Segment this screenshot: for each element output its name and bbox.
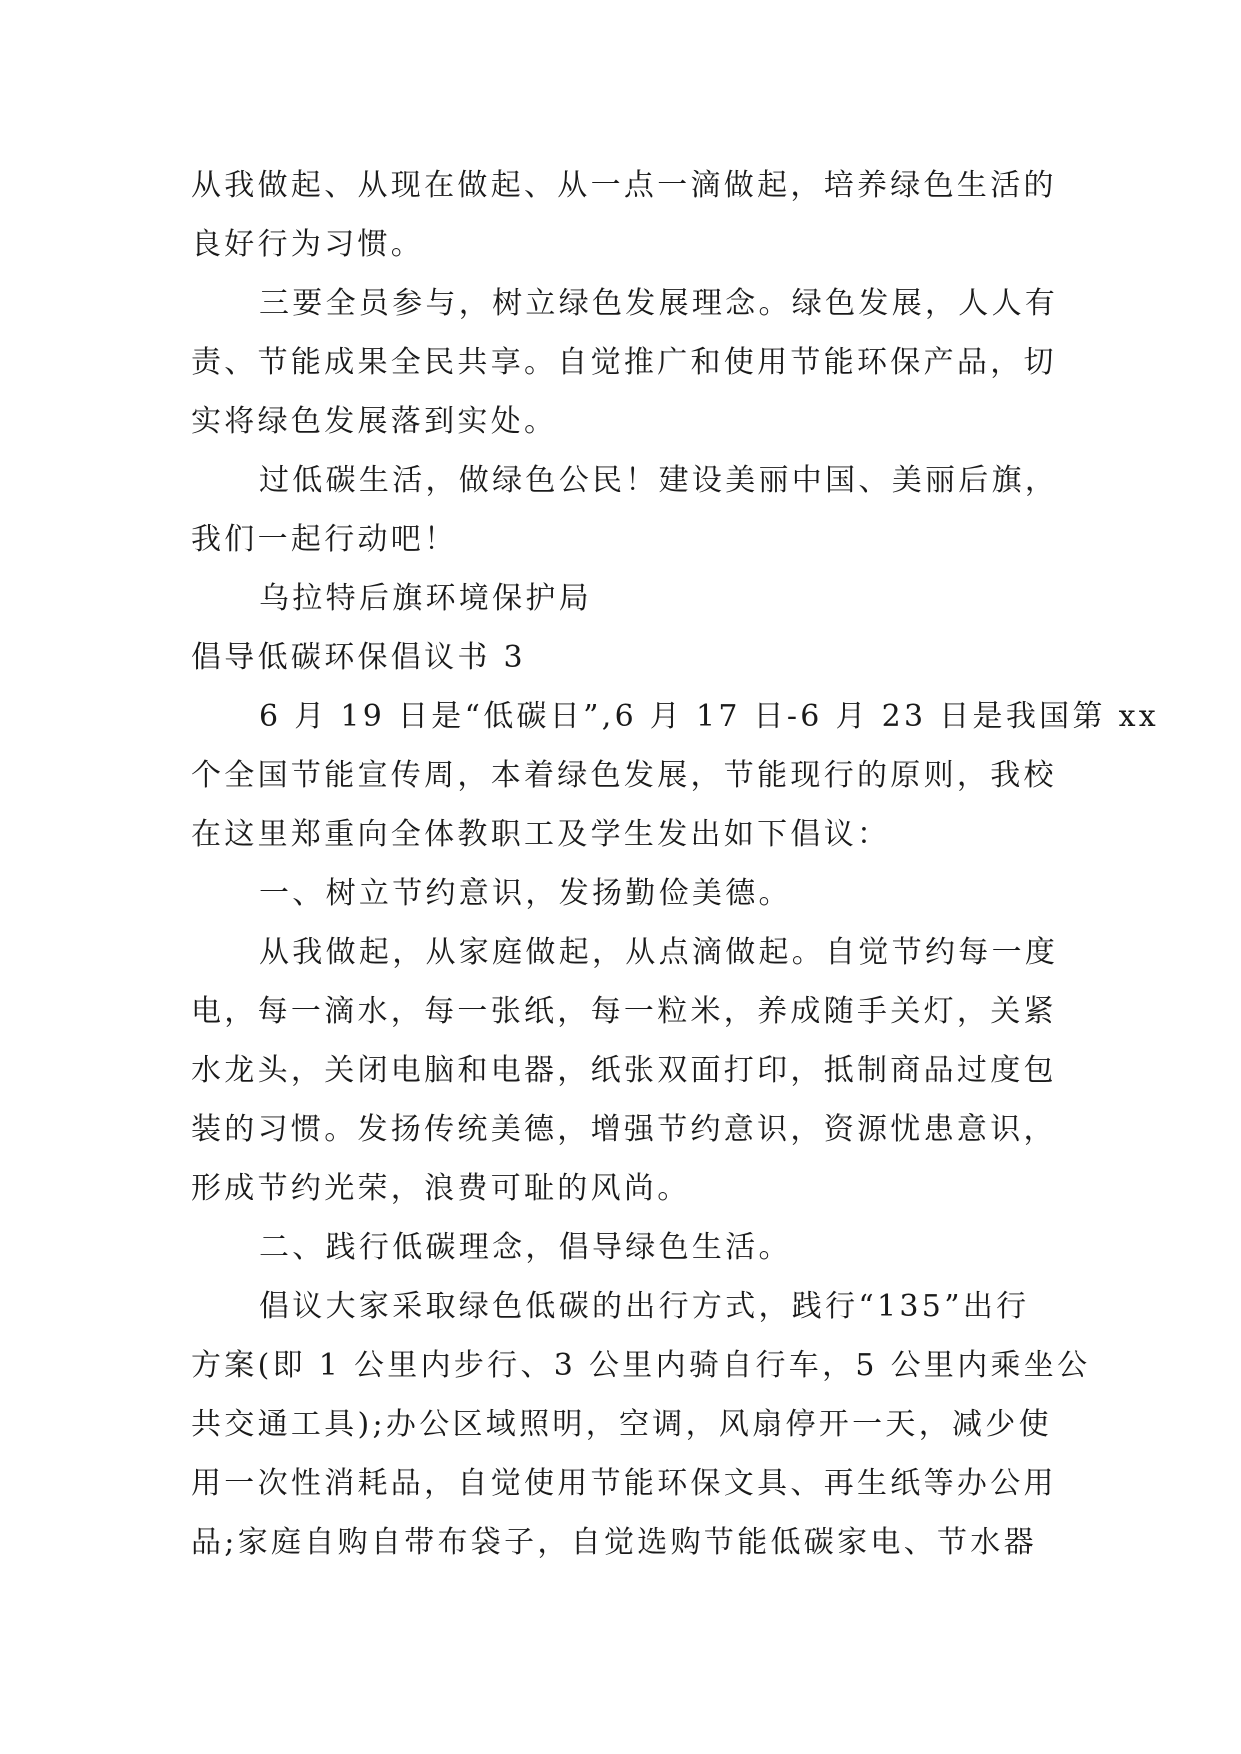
text-line: 过低碳生活，做绿色公民！建设美丽中国、美丽后旗， [259, 463, 1059, 498]
paragraph [191, 1277, 1241, 1572]
document-section [191, 156, 1241, 628]
text-line: 从我做起，从家庭做起，从点滴做起。自觉节约每一度 [259, 935, 1059, 970]
text-line: 倡议大家采取绿色低碳的出行方式，践行“135”出行 [259, 1289, 1030, 1324]
text-line: 电，每一滴水，每一张纸，每一粒米，养成随手关灯，关紧 [191, 994, 1057, 1029]
text-line: 6 月 19 日是“低碳日”,6 月 17 日-6 月 23 日是我国第 xx [259, 699, 1160, 734]
paragraph [191, 923, 1241, 1218]
text-line: 三要全员参与，树立绿色发展理念。绿色发展，人人有 [259, 286, 1059, 321]
paragraph [191, 451, 1241, 569]
text-line: 用一次性消耗品，自觉使用节能环保文具、再生纸等办公用 [191, 1466, 1057, 1501]
paragraph [191, 1218, 1241, 1277]
signature: 乌拉特后旗环境保护局 [259, 581, 592, 616]
text-line: 品;家庭自购自带布袋子，自觉选购节能低碳家电、节水器 [191, 1525, 1037, 1560]
text-line: 方案(即 1 公里内步行、3 公里内骑自行车，5 公里内乘坐公 [191, 1348, 1091, 1383]
document-section [191, 628, 1241, 1572]
paragraph [191, 864, 1241, 923]
subheading: 一、树立节约意识，发扬勤俭美德。 [259, 876, 792, 911]
text-line: 装的习惯。发扬传统美德，增强节约意识，资源忧患意识， [191, 1112, 1057, 1147]
text-line: 从我做起、从现在做起、从一点一滴做起，培养绿色生活的 [191, 168, 1057, 203]
paragraph [191, 156, 1241, 274]
text-line: 我们一起行动吧！ [191, 522, 458, 557]
paragraph [191, 687, 1241, 864]
text-line: 良好行为习惯。 [191, 227, 425, 262]
paragraph [191, 274, 1241, 451]
text-line: 形成节约光荣，浪费可耻的风尚。 [191, 1171, 691, 1206]
subheading: 二、践行低碳理念，倡导绿色生活。 [259, 1230, 792, 1265]
text-line: 在这里郑重向全体教职工及学生发出如下倡议： [191, 817, 891, 852]
text-line: 责、节能成果全民共享。自觉推广和使用节能环保产品，切 [191, 345, 1057, 380]
document-title: 倡导低碳环保倡议书 3 [191, 640, 526, 675]
text-line: 水龙头，关闭电脑和电器，纸张双面打印，抵制商品过度包 [191, 1053, 1057, 1088]
text-line: 实将绿色发展落到实处。 [191, 404, 558, 439]
text-line: 个全国节能宣传周，本着绿色发展，节能现行的原则，我校 [191, 758, 1057, 793]
text-line: 共交通工具);办公区域照明，空调，风扇停开一天，减少使 [191, 1407, 1052, 1442]
